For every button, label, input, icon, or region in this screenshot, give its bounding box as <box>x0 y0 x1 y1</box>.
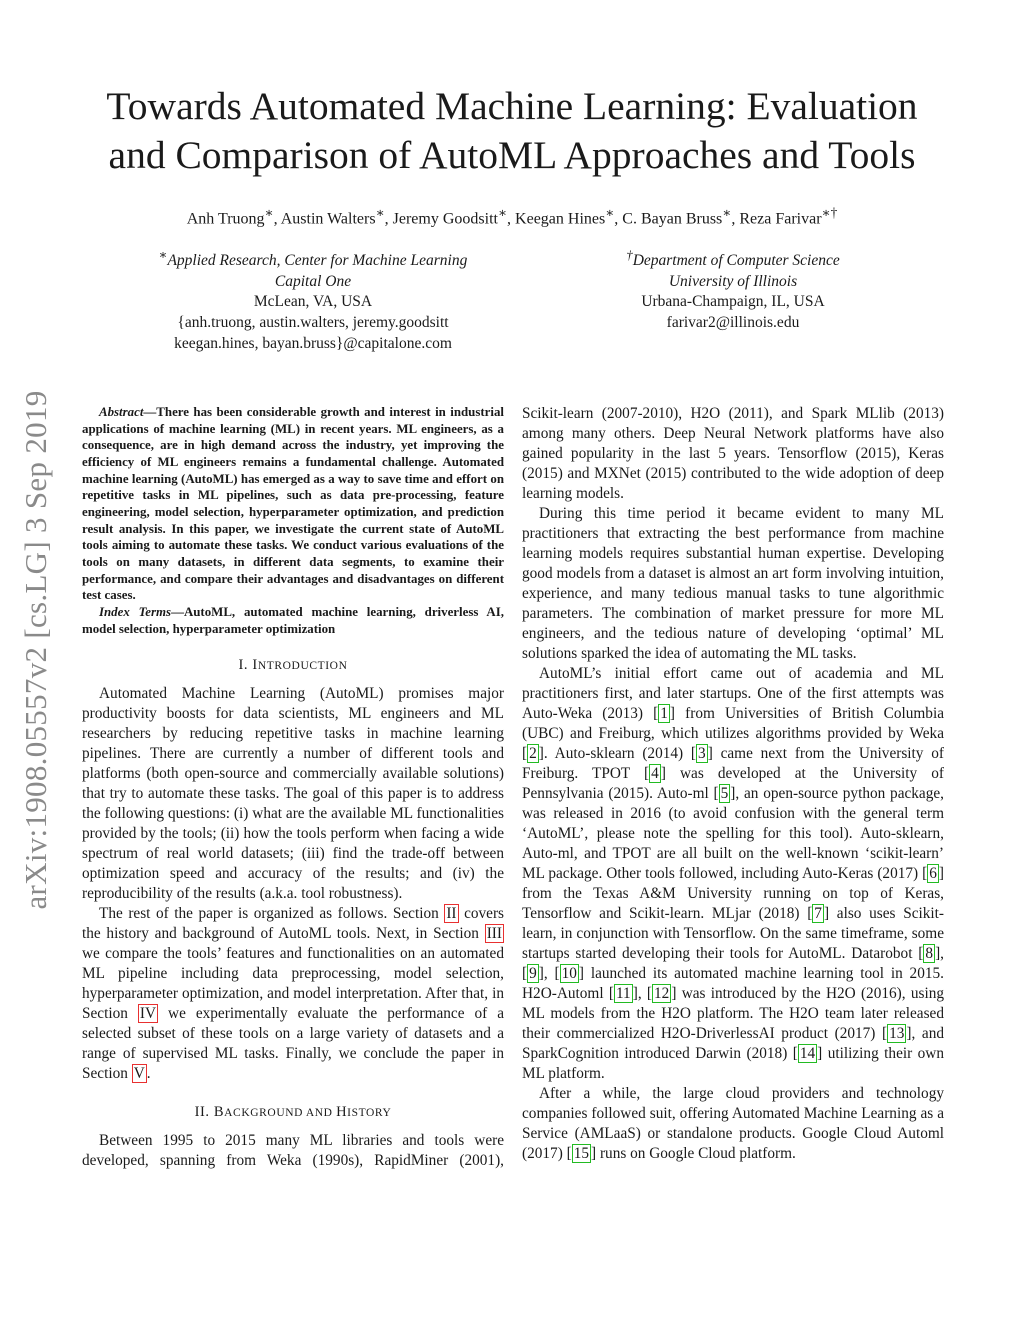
citation-link[interactable]: 11 <box>615 985 631 1002</box>
author-name: Reza Farivar <box>739 210 822 228</box>
author-name: C. Bayan Bruss <box>622 210 723 228</box>
affiliation-email: farivar2@illinois.edu <box>666 313 800 331</box>
citation-link[interactable]: 7 <box>814 905 822 922</box>
citation-link[interactable]: 4 <box>651 765 659 782</box>
affiliation-location: Urbana-Champaign, IL, USA <box>641 293 825 311</box>
intro-paragraph-1: Automated Machine Learning (AutoML) promises major productivity boosts for data scientists, ML engineers and ML researchers by reducing repetitive tasks in machine learning pipelines. There are currently a number of different tools and platforms (both open-source and commercially available solutions) that try to automate these tasks. The goal of this paper is to address the following questions: (i) what are the available ML functionalities provided by the tools; (ii) how the tools perform when facing a wide spectrum of real world datasets; (iii) find the trade-off between optimization speed and accuracy of the results; and (iv) the reproducibility of the results (a.k.a. tool robustness). <box>82 685 504 903</box>
background-paragraph-2: During this time period it became evident to many ML practitioners that extracting the best performance from machine learning models requires substantial human expertise. Developing good models from a dataset is almost an art form involving intuition, experience, and many tedious manual tasks to tune algorithmic parameters. The combination of market pressure for more ML engineers, and the tedious nature of developing ‘optimal’ ML solutions sparked the idea of automating the ML tasks. <box>522 505 944 662</box>
section-ref-link[interactable]: IV <box>139 1005 157 1023</box>
title-line-2: and Comparison of AutoML Approaches and Tools <box>108 133 916 177</box>
background-paragraph-1-start: Between 1995 to 2015 many ML libraries and tools were developed, spanning from Weka (1990s), RapidMiner (2001), <box>82 1132 504 1170</box>
arxiv-sidebar <box>8 360 64 940</box>
citation-link[interactable]: 8 <box>925 945 934 962</box>
citation-link[interactable]: 5 <box>720 785 729 802</box>
abstract-text: —There has been considerable growth and interest in industrial applications of machine learning (ML) in recent years. ML engineers, as a consequence, are in high demand across the industry, yet improving the efficiency of ML engineers remains a fundamental challenge. Automated machine learning (AutoML) has emerged as a way to save time and effort on repetitive tasks in ML pipelines, such as data pre-processing, feature engineering, model selection, hyperparameter optimization, and prediction result analysis. In this paper, we investigate the current state of AutoML tools aiming to automate these tasks. We conduct various evaluations of the tools on many datasets, in different data segments, to examine their performance, and compare their advantages and disadvantages on different test cases. <box>82 405 504 603</box>
affiliation-mark: ∗ <box>722 205 732 220</box>
section-ref-link[interactable]: V <box>133 1065 145 1083</box>
intro-paragraph-2: The rest of the paper is organized as follows. Section II covers the history and background of AutoML tools. Next, in Section III we compare the tools’ features and functionalities on an automated ML pipeline including data preprocessing, model selection, hyperparameter optimization, and model interpretation. After that, in Section IV we experimentally evaluate the performance of a selected subset of these tools on a large variety of datasets and a range of supervised ML tasks. Finally, we conclude the paper in Section V . <box>82 905 505 1083</box>
index-terms-text: —AutoML, automated machine learning, driverless AI, model selection, hyperparameter optimization <box>82 604 504 636</box>
citation-link[interactable]: 10 <box>561 965 577 982</box>
affiliation-org: University of Illinois <box>668 272 798 290</box>
citation-link[interactable]: 2 <box>529 745 537 762</box>
arxiv-identifier: arXiv:1908.05557v2 [cs.LG] 3 Sep 2019 <box>18 390 53 910</box>
affiliation-mark: ∗ <box>605 205 615 220</box>
title-line-1: Towards Automated Machine Learning: Evaluation <box>106 84 918 128</box>
citation-link[interactable]: 1 <box>660 705 668 722</box>
left-column <box>82 404 504 1171</box>
affiliation-mark: † <box>830 205 838 220</box>
section-ref-link[interactable]: III <box>486 925 502 943</box>
affiliation-org: Capital One <box>274 272 352 290</box>
section-heading-introduction: I. INTRODUCTION <box>238 657 348 674</box>
affiliation-capital-one <box>130 245 496 354</box>
affiliation-uiuc <box>560 245 906 334</box>
affiliation-mark: ∗ <box>821 205 831 220</box>
affiliation-dept: Department of Computer Science <box>632 252 840 270</box>
author-name: Keegan Hines <box>515 210 606 228</box>
citation-link[interactable]: 14 <box>799 1045 816 1062</box>
background-paragraph-1-continued: Scikit-learn (2007-2010), H2O (2011), and Spark MLlib (2013) among many others. Deep Neural Network platforms have also gained popularity in the last 5 years. Tensorflow (2015), Keras (2015) and MXNet (2015) contributed to the wide adoption of deep learning models. <box>522 405 944 502</box>
index-terms-label: Index Terms <box>99 604 172 619</box>
affiliation-dept: Applied Research, Center for Machine Learning <box>167 252 468 270</box>
affiliation-emails: {anh.truong, austin.walters, jeremy.goodsitt <box>177 313 449 331</box>
section-heading-background: II. BACKGROUND AND HISTORY <box>194 1104 392 1121</box>
citation-link[interactable]: 12 <box>654 985 670 1002</box>
author-list: Anh Truong∗, Austin Walters∗, Jeremy Goodsitt∗, Keegan Hines∗, C. Bayan Bruss∗, Reza Farivar∗† <box>186 205 838 228</box>
background-paragraph-4: After a while, the large cloud providers and technology companies followed suit, offering Automated Machine Learning as a Service (AMLaaS) or standalone products. Google Cloud Automl (2017) [ 15 ] runs on Google Cloud platform. <box>522 1085 944 1162</box>
abstract-label: Abstract <box>99 405 144 419</box>
affiliation-emails: keegan.hines, bayan.bruss}@capitalone.com <box>174 334 452 352</box>
paper-title <box>60 82 964 180</box>
affiliation-mark: ∗ <box>375 205 385 220</box>
author-name: Austin Walters <box>280 210 376 228</box>
background-paragraph-3: AutoML’s initial effort came out of academia and ML practitioners first, and later startups. One of the first attempts was Auto-Weka (2013) [ 1 ] from Universities of British Columbia (UBC) and Freiburg, which utilizes algorithms provided by Weka [ 2 ]. Auto-sklearn (2014) [ 3 ] came next from the University of Freiburg. TPOT [ 4 ] was developed at the University of Pennsylvania (2015). Auto-ml [ 5 ], an open-source python package, was released in 2016 (to avoid confusion with the general term ‘AutoML’, please note the spelling for this tool). Auto-sklearn, Auto-ml, and TPOT are all built on the well-known ‘scikit-learn’ ML package. Other tools followed, including Auto-Keras (2017) [ 6 ] from the Texas A&M University running on top of Keras, Tensorflow and Scikit-learn. MLjar (2018) [ 7 ] also uses Scikit-learn, in conjunction with Tensorflow. On the same timeframe, some startups started developing their tools for AutoML. Datarobot [ 8 ], [ 9 ], [ 10 ] launched its automated machine learning tool in 2015. H2O-Automl [ 11 ], [ 12 ] was introduced by the H2O (2016), using ML models from the H2O platform. The H2O team later released their commercialized H2O-DriverlessAI product (2017) [ 13 ], and SparkCognition introduced Darwin (2018) [ 14 ] utilizing their own ML platform. <box>522 665 944 1082</box>
abstract <box>82 404 504 637</box>
citation-link[interactable]: 9 <box>529 965 537 982</box>
citation-link[interactable]: 15 <box>573 1145 590 1162</box>
affiliation-mark: † <box>626 247 633 262</box>
citation-link[interactable]: 6 <box>929 865 937 882</box>
citation-link[interactable]: 3 <box>698 745 706 762</box>
citation-link[interactable]: 13 <box>889 1025 905 1042</box>
affiliation-location: McLean, VA, USA <box>253 293 373 311</box>
section-ref-link[interactable]: II <box>446 905 457 923</box>
right-column <box>522 404 944 1164</box>
author-name: Anh Truong <box>186 210 265 228</box>
affiliation-mark: ∗ <box>158 247 168 262</box>
affiliation-mark: ∗ <box>497 205 508 220</box>
affiliation-mark: ∗ <box>264 205 274 220</box>
author-name: Jeremy Goodsitt <box>392 210 498 228</box>
